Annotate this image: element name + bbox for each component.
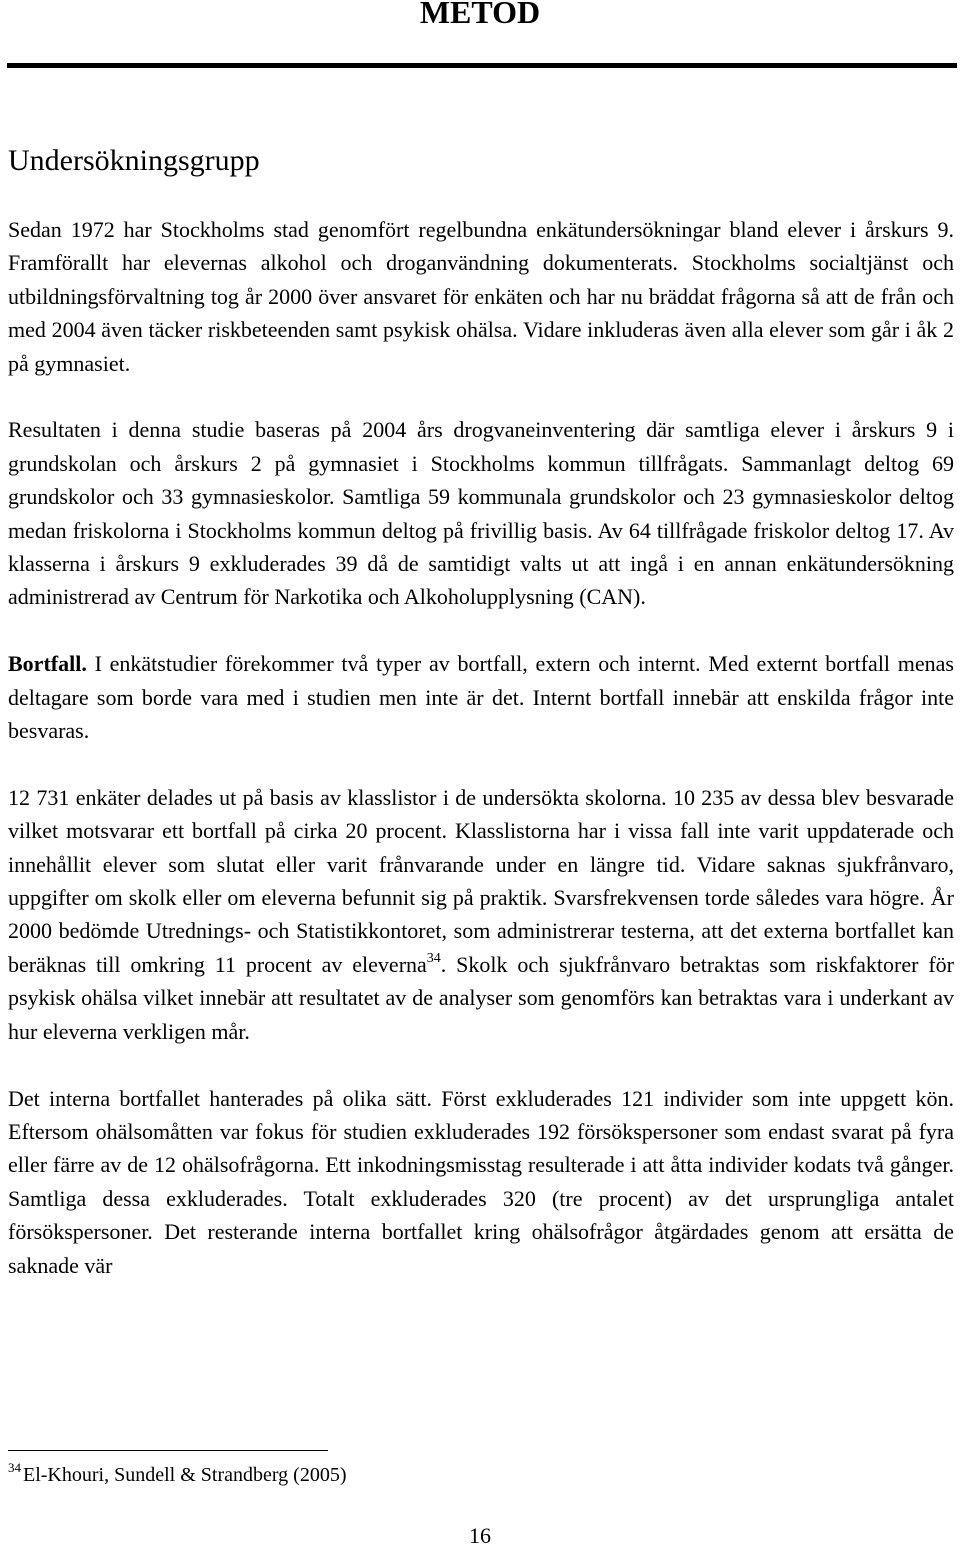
page-number: 16 <box>469 1523 491 1548</box>
section-heading: Undersökningsgrupp <box>8 144 260 177</box>
footnote-number: 34 <box>8 1460 21 1475</box>
paragraph-1-text: Sedan 1972 har Stockholms stad genomfört regelbundna enkätundersökningar bland elever i årskurs 9. Framförallt har elevernas alkohol och droganvändning dokumenterats. Stockholms socialtjänst och utbildningsförvaltning tog år 2000 över ansvaret för enkäten och har nu bräddat frågorna så att de från och med 2004 även täcker riskbeteenden samt psykisk ohälsa. Vidare inkluderas även alla elever som går i åk 2 på gymnasiet. <box>8 217 954 376</box>
footnote-reference[interactable]: 34 <box>426 950 441 966</box>
paragraph-5 <box>8 1082 954 1282</box>
footnote <box>8 1462 346 1488</box>
paragraph-3-text: I enkätstudier förekommer två typer av bortfall, extern och internt. Med externt bortfall menas deltagare som borde vara med i studien men inte är det. Internt bortfall innebär att enskilda frågor inte besvaras. <box>8 651 954 744</box>
paragraph-5-text: Det interna bortfallet hanterades på olika sätt. Först exkluderades 121 individer som inte uppgett kön. Eftersom ohälsomåtten var fokus för studien exkluderades 192 försökspersoner som endast svarat på fyra eller färre av de 12 ohälsofrågorna. Ett inkodningsmisstag resulterade i att åtta individer kodats två gånger. Samtliga dessa exkluderades. Totalt exkluderades 320 (tre procent) av det ursprungliga antalet försökspersoner. Det resterande interna bortfallet kring ohälsofrågor åtgärdades genom att ersätta de saknade vär <box>8 1085 954 1278</box>
paragraph-4-text-after: . Skolk och sjukfrånvaro betraktas som riskfaktorer för psykisk ohälsa vilket innebär att resultatet av de analyser som genomförs kan betraktas vara i underkant av hur eleverna verkligen mår. <box>8 951 954 1044</box>
paragraph-4-text: 12 731 enkäter delades ut på basis av klasslistor i de undersökta skolorna. 10 235 av dessa blev besvarade vilket motsvarar ett bortfall på cirka 20 procent. Klasslistorna har i vissa fall inte varit uppdaterade och innehållit elever som slutat eller varit frånvarande under en längre tid. Vidare saknas sjukfrånvaro, uppgifter om skolk eller om eleverna befunnit sig på praktik. Svarsfrekvensen torde således vara högre. År 2000 bedömde Utrednings- och Statistikkontoret, som administrerar testerna, att det externa bortfallet kan beräknas till omkring 11 procent av eleverna <box>8 784 954 977</box>
body-text <box>8 213 954 1315</box>
chapter-title: METOD <box>419 0 541 30</box>
paragraph-2 <box>8 413 954 613</box>
paragraph-2-text: Resultaten i denna studie baseras på 2004 års drogvaneinventering där samtliga elever i årskurs 9 i grundskolan och årskurs 2 på gymnasiet i Stockholms kommun tillfrågats. Sammanlagt deltog 69 grundskolor och 33 gymnasieskolor. Samtliga 59 kommunala grundskolor och 23 gymnasieskolor deltog medan friskolorna i Stockholms kommun deltog på frivillig basis. Av 64 tillfrågade friskolor deltog 17. Av klasserna i årskurs 9 exkluderades 39 då de samtidigt valts ut att ingå i en annan enkätundersökning administrerad av Centrum för Narkotika och Alkoholupplysning (CAN). <box>8 417 954 610</box>
paragraph-3-lead: Bortfall. <box>8 651 87 677</box>
footnote-text: El-Khouri, Sundell & Strandberg (2005) <box>23 1464 347 1486</box>
title-rule <box>7 63 957 68</box>
footnote-divider <box>8 1450 328 1451</box>
paragraph-4 <box>8 781 954 1048</box>
paragraph-3 <box>8 647 954 747</box>
paragraph-1 <box>8 213 954 380</box>
